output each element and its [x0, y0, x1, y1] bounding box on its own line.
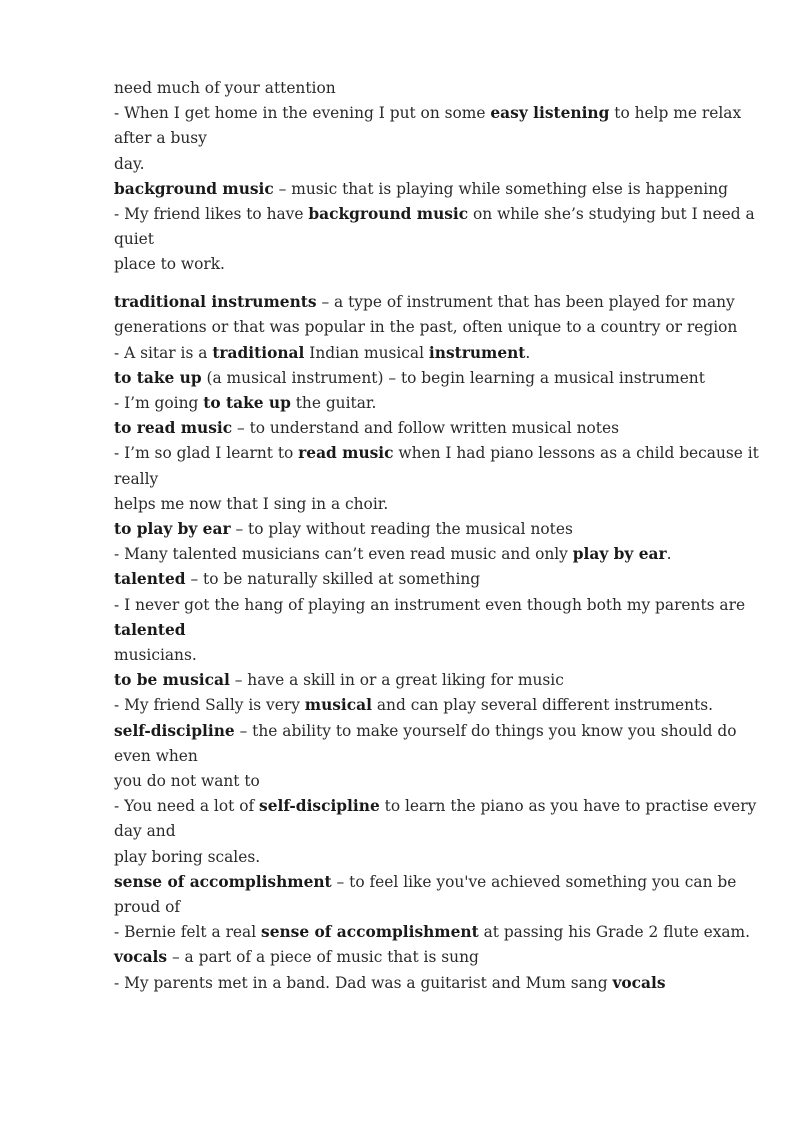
text-line	[114, 618, 764, 643]
text-line: generations or that was popular in the past, often unique to a country or region	[114, 318, 738, 337]
text-line: you do not want to	[114, 771, 260, 790]
text-line: day.	[114, 154, 145, 173]
text-line: proud of	[114, 898, 181, 916]
definition-line: to play by ear – to play without reading the musical notes	[114, 519, 573, 538]
paragraph-gap	[114, 278, 764, 291]
text-line: helps me now that I sing in a choir.	[114, 494, 389, 513]
bold-term: easy listening	[490, 104, 610, 123]
text-line: musicians.	[114, 645, 197, 664]
text-line: play boring scales.	[114, 847, 261, 866]
bold-term: talented	[114, 620, 186, 639]
bold-term: traditional instruments	[114, 293, 317, 312]
text-line: day and	[114, 822, 176, 841]
document-page	[114, 76, 764, 996]
definition-line: self-discipline – the ability to make yourself do things you know you should do	[114, 721, 737, 740]
bold-term: sense of accomplishment	[261, 923, 479, 942]
example-line: - My friend likes to have background music on while she’s studying but I need a	[114, 205, 755, 224]
bold-term: vocals	[612, 973, 666, 992]
bold-term: self-discipline	[259, 797, 380, 816]
definition-line: to take up (a musical instrument) – to begin learning a musical instrument	[114, 368, 705, 387]
example-line: - You need a lot of self-discipline to learn the piano as you have to practise every	[114, 797, 757, 816]
example-line: - I never got the hang of playing an instrument even though both my parents are	[114, 595, 746, 614]
example-line: - I’m so glad I learnt to read music when I had piano lessons as a child because it	[114, 444, 759, 463]
example-line: - A sitar is a traditional Indian musical instrument.	[114, 343, 531, 362]
bold-term: play by ear	[572, 545, 667, 564]
bold-term: talented	[114, 570, 186, 589]
definition-line: talented – to be naturally skilled at something	[114, 570, 481, 589]
definition-line: traditional instruments – a type of instrument that has been played for many	[114, 293, 735, 312]
bold-term: to take up	[203, 393, 291, 412]
example-line: - My friend Sally is very musical and can play several different instruments.	[114, 696, 714, 715]
bold-term: to read music	[114, 419, 233, 438]
text-line: even when	[114, 746, 198, 765]
bold-term: sense of accomplishment	[114, 872, 332, 891]
example-line: - When I get home in the evening I put on some easy listening to help me relax	[114, 104, 742, 123]
example-line: - Bernie felt a real sense of accomplishment at passing his Grade 2 flute exam.	[114, 923, 751, 942]
bold-term: background music	[308, 205, 469, 224]
bold-term: musical	[304, 696, 372, 715]
bold-term: read music	[298, 444, 394, 463]
text-line: after a busy	[114, 129, 207, 148]
bold-term: to take up	[114, 368, 202, 387]
definition-line: background music – music that is playing while something else is happening	[114, 179, 728, 198]
bold-term: instrument	[428, 343, 526, 362]
bold-term: vocals	[114, 948, 168, 967]
definition-line: sense of accomplishment – to feel like you've achieved something you can be	[114, 872, 737, 891]
definition-line: vocals – a part of a piece of music that is sung	[114, 948, 479, 967]
bold-term: to be musical	[114, 671, 230, 690]
bold-term: background music	[114, 179, 274, 198]
example-line: - My parents met in a band. Dad was a guitarist and Mum sang vocals	[114, 973, 666, 992]
definition-line: to be musical – have a skill in or a great liking for music	[114, 671, 564, 690]
definition-line: to read music – to understand and follow written musical notes	[114, 419, 619, 438]
example-line: - Many talented musicians can’t even read music and only play by ear.	[114, 545, 672, 564]
bold-term: traditional	[212, 343, 305, 362]
text-line: really	[114, 469, 159, 488]
text-line: place to work.	[114, 255, 225, 274]
bold-term: self-discipline	[114, 721, 235, 740]
text-line: need much of your attention	[114, 79, 336, 97]
bold-term: to play by ear	[114, 519, 231, 538]
example-line: - I’m going to take up the guitar.	[114, 393, 377, 412]
text-line: quiet	[114, 230, 154, 249]
